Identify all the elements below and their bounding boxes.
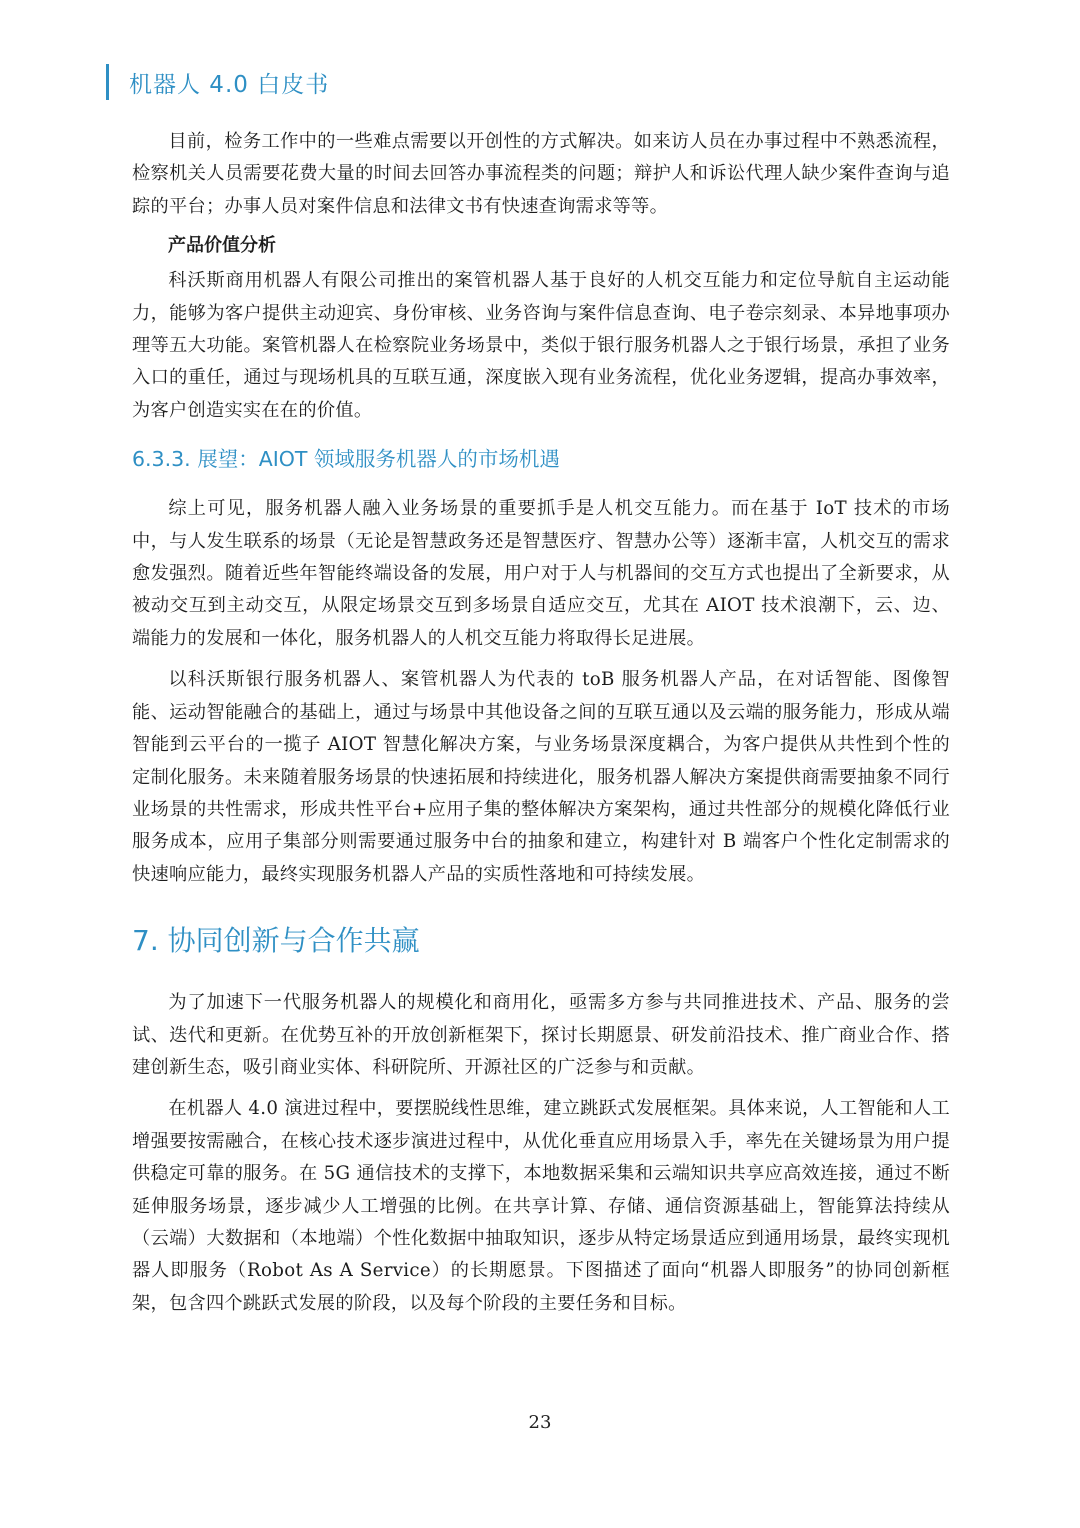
subheading-product-value: 产品价值分析 [168, 235, 276, 257]
paragraph-product-value: 科沃斯商用机器人有限公司推出的案管机器人基于良好的人机交互能力和定位导航自主运动能力，能够为客户提供主动迎宾、身份审核、业务咨询与案件信息查询、电子卷宗刻录、本异地事项办理等五大功能。案管机器人在检察院业务场景中，类似于银行服务机器人之于银行场景，承担了业务入口的重任，通过与现场机具的互联互通，深度嵌入现有业务流程，优化业务逻辑，提高办事效率，为客户创造实实在在的价值。 [132, 270, 950, 421]
page-number: 23 [528, 1412, 552, 1433]
header-title: 机器人 4.0 白皮书 [129, 71, 330, 98]
paragraph-collab-1: 为了加速下一代服务机器人的规模化和商用化，亟需多方参与共同推进技术、产品、服务的尝试、迭代和更新。在优势互补的开放创新框架下，探讨长期愿景、研发前沿技术、推广商业合作、搭建创新生态，吸引商业实体、科研院所、开源社区的广泛参与和贡献。 [132, 992, 950, 1078]
paragraph-intro: 目前，检务工作中的一些难点需要以开创性的方式解决。如来访人员在办事过程中不熟悉流程，检察机关人员需要花费大量的时间去回答办事流程类的问题；辩护人和诉讼代理人缺少案件查询与追踪的平台；办事人员对案件信息和法律文书有快速查询需求等等。 [132, 131, 950, 217]
paragraph-outlook-2: 以科沃斯银行服务机器人、案管机器人为代表的 toB 服务机器人产品，在对话智能、图像智能、运动智能融合的基础上，通过与场景中其他设备之间的互联互通以及云端的服务能力，形成从端智能到云平台的一揽子 AIOT 智慧化解决方案，与业务场景深度耦合，为客户提供从共性到个性的定制化服务。未来随着服务场景的快速拓展和持续进化，服务机器人解决方案提供商需要抽象不同行业场景的共性需求，形成共性平台+应用子集的整体解决方案架构，通过共性部分的规模化降低行业服务成本，应用子集部分则需要通过服务中台的抽象和建立，构建针对 B 端客户个性化定制需求的快速响应能力，最终实现服务机器人产品的实质性落地和可持续发展。 [132, 669, 950, 885]
header-accent-bar [106, 64, 109, 100]
page-body [132, 126, 950, 1320]
paragraph-collab-2: 在机器人 4.0 演进过程中，要摆脱线性思维，建立跳跃式发展框架。具体来说，人工智能和人工增强要按需融合，在核心技术逐步演进过程中，从优化垂直应用场景入手，率先在关键场景为用户提供稳定可靠的服务。在 5G 通信技术的支撑下，本地数据采集和云端知识共享应高效连接，通过不断延伸服务场景，逐步减少人工增强的比例。在共享计算、存储、通信资源基础上，智能算法持续从（云端）大数据和（本地端）个性化数据中抽取知识，逐步从特定场景适应到通用场景，最终实现机器人即服务（Robot As A Service）的长期愿景。下图描述了面向“机器人即服务”的协同创新框架，包含四个跳跃式发展的阶段，以及每个阶段的主要任务和目标。 [132, 1098, 950, 1314]
running-header [106, 62, 329, 102]
paragraph-outlook-1: 综上可见，服务机器人融入业务场景的重要抓手是人机交互能力。而在基于 IoT 技术的市场中，与人发生联系的场景（无论是智慧政务还是智慧医疗、智慧办公等）逐渐丰富，人机交互的需求愈发强烈。随着近些年智能终端设备的发展，用户对于人与机器间的交互方式也提出了全新要求，从被动交互到主动交互，从限定场景交互到多场景自适应交互，尤其在 AIOT 技术浪潮下，云、边、端能力的发展和一体化，服务机器人的人机交互能力将取得长足进展。 [132, 498, 950, 649]
chapter-heading-7: 7. 协同创新与合作共赢 [132, 924, 420, 958]
section-heading-6-3-3: 6.3.3. 展望：AIOT 领域服务机器人的市场机遇 [132, 447, 560, 472]
